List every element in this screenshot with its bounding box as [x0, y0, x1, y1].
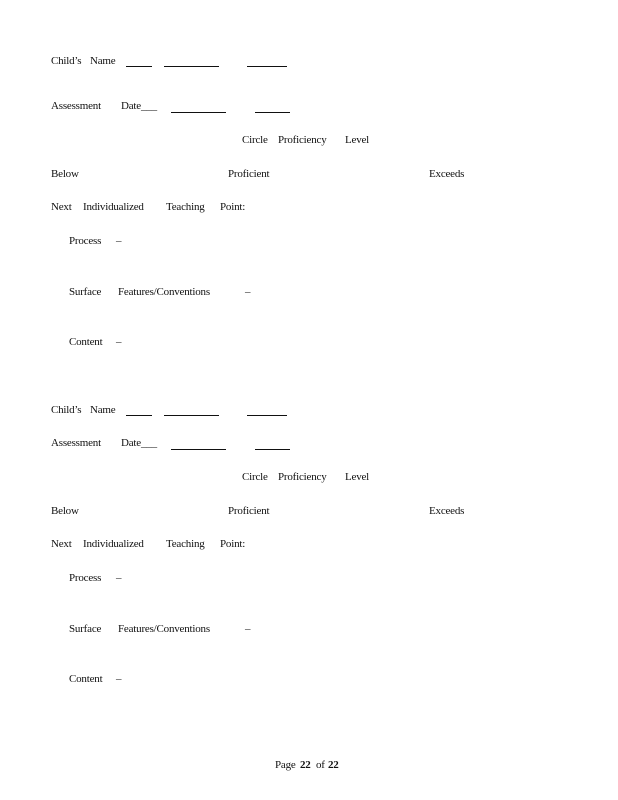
content-label: Content — [69, 673, 103, 685]
level-proficient[interactable]: Proficient — [228, 168, 270, 180]
content-dash: – — [116, 336, 122, 348]
proficiency-label: Proficiency — [278, 134, 327, 146]
level-below[interactable]: Below — [51, 168, 79, 180]
content-dash: – — [116, 673, 122, 685]
date-blank[interactable] — [171, 449, 226, 450]
process-label: Process — [69, 572, 102, 584]
date-label: Date___ — [121, 100, 157, 112]
surface-label: Surface — [69, 623, 102, 635]
child-name-blank[interactable] — [247, 66, 287, 67]
child-name-blank[interactable] — [247, 415, 287, 416]
total-pages: 22 — [328, 759, 339, 771]
child-name-label-word1: Child’s — [51, 55, 82, 67]
date-blank[interactable] — [255, 449, 290, 450]
features-conventions-label: Features/Conventions — [118, 286, 210, 298]
next-label: Next — [51, 538, 72, 550]
page-number: 22 — [300, 759, 311, 771]
level-exceeds[interactable]: Exceeds — [429, 168, 465, 180]
individualized-label: Individualized — [83, 201, 144, 213]
point-label: Point: — [220, 201, 246, 213]
teaching-label: Teaching — [166, 201, 205, 213]
individualized-label: Individualized — [83, 538, 144, 550]
level-exceeds[interactable]: Exceeds — [429, 505, 465, 517]
proficiency-label: Proficiency — [278, 471, 327, 483]
child-name-label-word1: Child’s — [51, 404, 82, 416]
child-name-blank[interactable] — [164, 415, 219, 416]
date-blank[interactable] — [255, 112, 290, 113]
child-name-label-word2: Name — [90, 404, 116, 416]
process-dash: – — [116, 572, 122, 584]
content-label: Content — [69, 336, 103, 348]
surface-dash: – — [245, 623, 251, 635]
of-word: of — [316, 759, 325, 771]
assessment-label: Assessment — [51, 100, 101, 112]
point-label: Point: — [220, 538, 246, 550]
level-proficient[interactable]: Proficient — [228, 505, 270, 517]
assessment-label: Assessment — [51, 437, 101, 449]
date-label: Date___ — [121, 437, 157, 449]
child-name-blank[interactable] — [126, 66, 152, 67]
level-below[interactable]: Below — [51, 505, 79, 517]
process-dash: – — [116, 235, 122, 247]
features-conventions-label: Features/Conventions — [118, 623, 210, 635]
circle-label: Circle — [242, 471, 268, 483]
child-name-blank[interactable] — [164, 66, 219, 67]
process-label: Process — [69, 235, 102, 247]
page-word: Page — [275, 759, 296, 771]
level-label: Level — [345, 134, 370, 146]
teaching-label: Teaching — [166, 538, 205, 550]
level-label: Level — [345, 471, 370, 483]
date-blank[interactable] — [171, 112, 226, 113]
next-label: Next — [51, 201, 72, 213]
child-name-blank[interactable] — [126, 415, 152, 416]
circle-label: Circle — [242, 134, 268, 146]
child-name-label-word2: Name — [90, 55, 116, 67]
surface-label: Surface — [69, 286, 102, 298]
surface-dash: – — [245, 286, 251, 298]
